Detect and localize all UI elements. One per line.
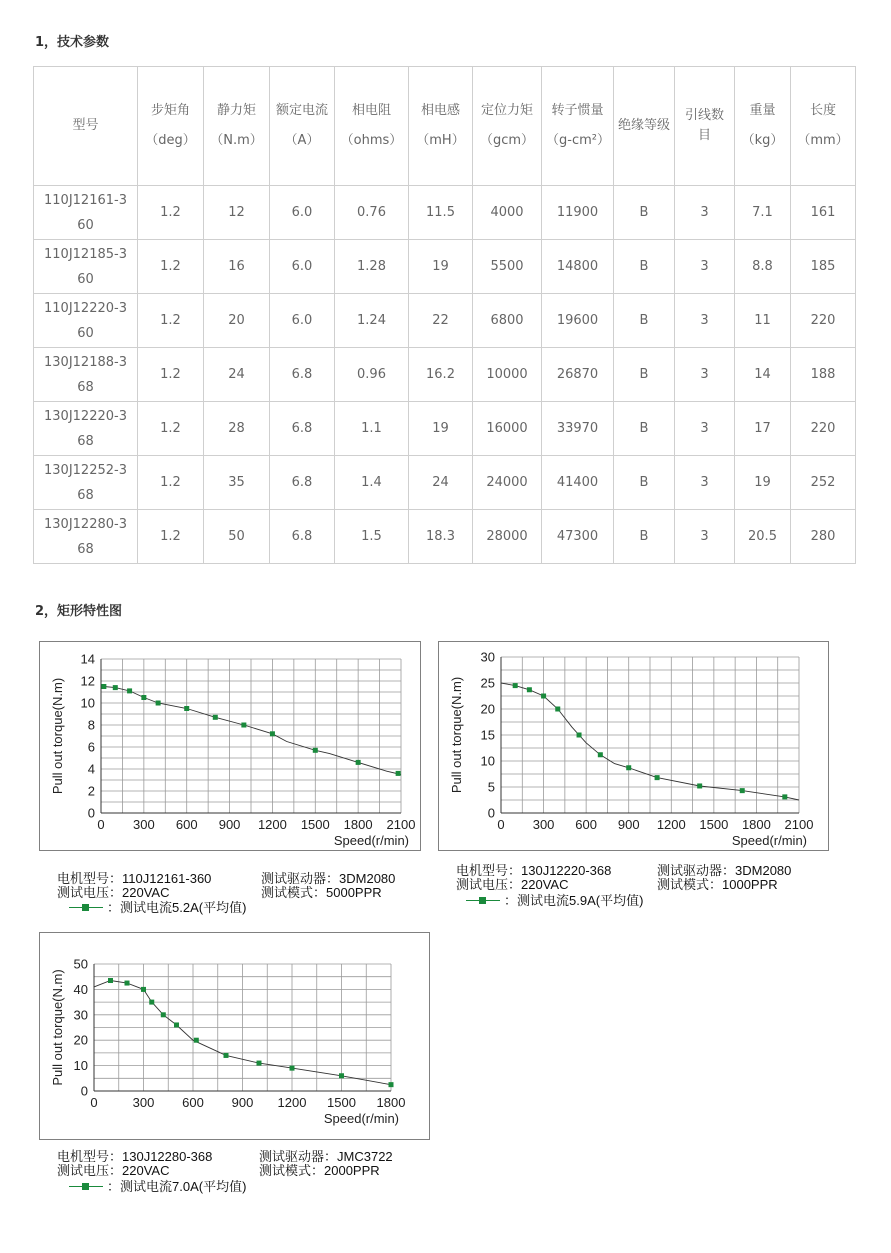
y-tick-label: 12 (80, 673, 95, 689)
table-cell: 11 (735, 294, 791, 348)
x-tick-label: 2100 (386, 817, 416, 832)
table-cell: 7.1 (735, 186, 791, 240)
table-cell: 6.8 (270, 402, 335, 456)
header-lead-count: 引线数目 (675, 67, 735, 186)
data-point (241, 723, 246, 728)
x-tick-label: 1500 (327, 1095, 356, 1110)
torque-chart-1 (39, 641, 421, 851)
cell-model: 110J12220-360 (34, 294, 138, 348)
legend-marker-icon (69, 1180, 103, 1194)
x-tick-label: 900 (218, 817, 241, 832)
x-tick-label: 1500 (699, 817, 729, 832)
table-cell: 6.0 (270, 240, 335, 294)
data-point (313, 748, 318, 753)
table-header-row (34, 67, 856, 186)
chart-svg (439, 642, 828, 850)
cell-model: 130J12188-368 (34, 348, 138, 402)
table-cell: 1.2 (138, 240, 204, 294)
cell-model: 110J12185-360 (34, 240, 138, 294)
data-point (156, 701, 161, 706)
data-point (125, 981, 130, 986)
data-point (141, 695, 146, 700)
table-cell: 17 (735, 402, 791, 456)
table-cell: 20.5 (735, 510, 791, 564)
test-voltage-line: 测试电压：220VAC (456, 877, 569, 892)
header-step-angle: 步矩角 （deg） (138, 67, 204, 186)
table-cell: 1.2 (138, 456, 204, 510)
cell-model: 130J12220-368 (34, 402, 138, 456)
table-cell: B (614, 348, 675, 402)
table-cell: 19 (409, 402, 473, 456)
header-model: 型号 (34, 67, 138, 186)
table-cell: 3 (675, 294, 735, 348)
table-cell: B (614, 294, 675, 348)
table-row (34, 294, 856, 348)
table-cell: 24000 (473, 456, 542, 510)
table-cell: B (614, 510, 675, 564)
legend-label: ：测试电流5.2A(平均值) (107, 900, 247, 915)
x-tick-label: 2100 (784, 817, 814, 832)
table-cell: 28000 (473, 510, 542, 564)
table-cell: 1.1 (335, 402, 409, 456)
header-rotor-inertia: 转子惯量 （g-cm²） (542, 67, 614, 186)
table-cell: 6.0 (270, 294, 335, 348)
table-cell: 185 (791, 240, 856, 294)
section-title-charts: 2，矩形特性图 (35, 604, 123, 619)
data-point (655, 775, 660, 780)
cell-model: 130J12252-368 (34, 456, 138, 510)
table-cell: 5500 (473, 240, 542, 294)
table-cell: 161 (791, 186, 856, 240)
data-point (339, 1073, 344, 1078)
y-tick-label: 5 (487, 779, 495, 795)
header-phase-inductance: 相电感 （mH） (409, 67, 473, 186)
x-axis-label: Speed(r/min) (323, 1111, 399, 1126)
table-cell: 6.8 (270, 510, 335, 564)
table-cell: 16 (204, 240, 270, 294)
data-point (141, 987, 146, 992)
cell-model: 110J12161-360 (34, 186, 138, 240)
table-cell: 14 (735, 348, 791, 402)
table-cell: 28 (204, 402, 270, 456)
table-cell: 50 (204, 510, 270, 564)
motor-model-line: 电机型号：130J12280-368 (57, 1149, 213, 1164)
data-point (577, 733, 582, 738)
data-point (213, 715, 218, 720)
data-point (149, 1000, 154, 1005)
x-tick-label: 1500 (300, 817, 330, 832)
table-cell: 220 (791, 402, 856, 456)
table-cell: 6.8 (270, 348, 335, 402)
y-tick-label: 50 (73, 956, 88, 972)
x-tick-label: 1200 (656, 817, 686, 832)
table-cell: 19 (735, 456, 791, 510)
table-cell: 188 (791, 348, 856, 402)
y-tick-label: 10 (80, 695, 95, 711)
table-cell: 22 (409, 294, 473, 348)
table-cell: 1.5 (335, 510, 409, 564)
data-point (161, 1012, 166, 1017)
data-point (389, 1082, 394, 1087)
x-axis-label: Speed(r/min) (731, 833, 807, 848)
table-cell: B (614, 456, 675, 510)
data-point (626, 765, 631, 770)
data-point (194, 1038, 199, 1043)
table-row (34, 240, 856, 294)
legend-label: ：测试电流5.9A(平均值) (504, 893, 644, 908)
table-cell: 1.2 (138, 510, 204, 564)
x-tick-label: 300 (532, 817, 555, 832)
data-point (257, 1061, 262, 1066)
header-insulation-class: 绝缘等级 (614, 67, 675, 186)
data-point (697, 783, 702, 788)
data-point (113, 685, 118, 690)
y-axis-label: Pull out torque(N.m) (449, 676, 464, 794)
table-cell: 18.3 (409, 510, 473, 564)
table-cell: 10000 (473, 348, 542, 402)
y-tick-label: 20 (480, 701, 495, 717)
table-cell: 11900 (542, 186, 614, 240)
x-tick-label: 1800 (376, 1095, 406, 1110)
test-voltage-line: 测试电压：220VAC (57, 1163, 170, 1178)
x-tick-label: 1200 (257, 817, 287, 832)
x-axis-label: Speed(r/min) (333, 833, 409, 848)
y-tick-label: 15 (480, 727, 495, 743)
table-cell: 24 (409, 456, 473, 510)
table-cell: 20 (204, 294, 270, 348)
y-axis-label: Pull out torque(N.m) (50, 677, 65, 795)
data-point (356, 760, 361, 765)
y-tick-label: 25 (480, 675, 495, 691)
data-point (527, 687, 532, 692)
y-tick-label: 10 (480, 753, 495, 769)
table-cell: 3 (675, 186, 735, 240)
table-row (34, 402, 856, 456)
table-cell: 35 (204, 456, 270, 510)
table-cell: B (614, 402, 675, 456)
header-detent-torque: 定位力矩 （gcm） (473, 67, 542, 186)
cell-model: 130J12280-368 (34, 510, 138, 564)
legend-marker-icon (466, 894, 500, 908)
test-mode-line: 测试模式：1000PPR (657, 877, 778, 892)
data-point (598, 752, 603, 757)
table-row (34, 348, 856, 402)
chart-svg (40, 933, 429, 1139)
table-cell: 1.2 (138, 186, 204, 240)
table-cell: 1.2 (138, 402, 204, 456)
header-weight: 重量 （kg） (735, 67, 791, 186)
y-tick-label: 14 (80, 651, 95, 667)
x-tick-label: 0 (97, 817, 105, 832)
test-driver-line: 测试驱动器：JMC3722 (259, 1149, 393, 1164)
data-point (270, 731, 275, 736)
header-rated-current: 额定电流 （A） (270, 67, 335, 186)
y-tick-label: 30 (73, 1007, 88, 1023)
test-voltage-line: 测试电压：220VAC (57, 885, 170, 900)
torque-chart-3 (39, 932, 430, 1140)
x-tick-label: 600 (182, 1095, 204, 1110)
section-title-specs: 1，技术参数 (35, 35, 110, 50)
table-cell: 3 (675, 402, 735, 456)
table-cell: 1.24 (335, 294, 409, 348)
table-cell: 47300 (542, 510, 614, 564)
table-cell: 3 (675, 240, 735, 294)
header-holding-torque: 静力矩 （N.m） (204, 67, 270, 186)
y-tick-label: 0 (87, 805, 95, 821)
spec-table (33, 66, 856, 564)
y-tick-label: 20 (73, 1032, 88, 1048)
x-tick-label: 300 (133, 817, 155, 832)
data-point (555, 707, 560, 712)
y-tick-label: 4 (87, 761, 95, 777)
y-axis-label: Pull out torque(N.m) (50, 969, 65, 1086)
header-phase-resistance: 相电阻 （ohms） (335, 67, 409, 186)
data-point (108, 978, 113, 983)
table-cell: 14800 (542, 240, 614, 294)
x-tick-label: 1800 (741, 817, 771, 832)
data-point (224, 1053, 229, 1058)
table-cell: 12 (204, 186, 270, 240)
x-tick-label: 600 (175, 817, 198, 832)
y-tick-label: 10 (73, 1058, 88, 1074)
table-cell: 1.4 (335, 456, 409, 510)
chart-note-2 (456, 864, 826, 912)
y-tick-label: 6 (87, 739, 95, 755)
table-cell: 280 (791, 510, 856, 564)
data-point (513, 683, 518, 688)
table-cell: B (614, 186, 675, 240)
table-cell: 16000 (473, 402, 542, 456)
data-point (396, 771, 401, 776)
x-tick-label: 1800 (343, 817, 373, 832)
x-tick-label: 900 (617, 817, 640, 832)
table-cell: 3 (675, 456, 735, 510)
data-point (174, 1022, 179, 1027)
table-cell: 19600 (542, 294, 614, 348)
test-mode-line: 测试模式：2000PPR (259, 1163, 380, 1178)
y-tick-label: 2 (87, 783, 95, 799)
table-row (34, 186, 856, 240)
table-cell: 19 (409, 240, 473, 294)
table-cell: 11.5 (409, 186, 473, 240)
header-length: 长度 （mm） (791, 67, 856, 186)
table-row (34, 456, 856, 510)
chart-note-1 (57, 872, 427, 920)
motor-model-line: 电机型号：130J12220-368 (456, 863, 612, 878)
legend-marker-icon (69, 901, 103, 915)
y-tick-label: 0 (487, 805, 495, 821)
table-cell: 6.0 (270, 186, 335, 240)
table-cell: 3 (675, 510, 735, 564)
chart-svg (40, 642, 420, 850)
table-cell: 41400 (542, 456, 614, 510)
table-cell: 0.96 (335, 348, 409, 402)
data-point (782, 794, 787, 799)
x-tick-label: 600 (575, 817, 597, 832)
table-cell: 8.8 (735, 240, 791, 294)
table-cell: 6.8 (270, 456, 335, 510)
table-cell: 1.2 (138, 348, 204, 402)
table-cell: 26870 (542, 348, 614, 402)
y-tick-label: 8 (87, 717, 95, 733)
chart-note-3 (57, 1150, 427, 1198)
test-driver-line: 测试驱动器：3DM2080 (261, 871, 396, 886)
table-cell: 33970 (542, 402, 614, 456)
table-cell: 24 (204, 348, 270, 402)
legend-label: ：测试电流7.0A(平均值) (107, 1179, 247, 1194)
table-cell: 1.2 (138, 294, 204, 348)
y-tick-label: 0 (80, 1083, 88, 1099)
table-cell: 4000 (473, 186, 542, 240)
torque-chart-2 (438, 641, 829, 851)
table-cell: 1.28 (335, 240, 409, 294)
table-cell: 220 (791, 294, 856, 348)
table-cell: 16.2 (409, 348, 473, 402)
data-point (184, 706, 189, 711)
motor-model-line: 电机型号：110J12161-360 (57, 871, 212, 886)
x-tick-label: 300 (132, 1095, 155, 1110)
data-point (541, 694, 546, 699)
table-cell: 6800 (473, 294, 542, 348)
x-tick-label: 900 (231, 1095, 254, 1110)
test-driver-line: 测试驱动器：3DM2080 (657, 863, 792, 878)
table-row (34, 510, 856, 564)
y-tick-label: 40 (73, 981, 88, 997)
y-tick-label: 30 (480, 649, 495, 665)
test-mode-line: 测试模式：5000PPR (261, 885, 382, 900)
x-tick-label: 0 (497, 817, 505, 832)
table-cell: B (614, 240, 675, 294)
data-point (740, 788, 745, 793)
data-point (101, 684, 106, 689)
table-cell: 3 (675, 348, 735, 402)
table-cell: 252 (791, 456, 856, 510)
data-point (290, 1066, 295, 1071)
table-cell: 0.76 (335, 186, 409, 240)
x-tick-label: 1200 (277, 1095, 307, 1110)
data-point (127, 688, 132, 693)
x-tick-label: 0 (90, 1095, 98, 1110)
